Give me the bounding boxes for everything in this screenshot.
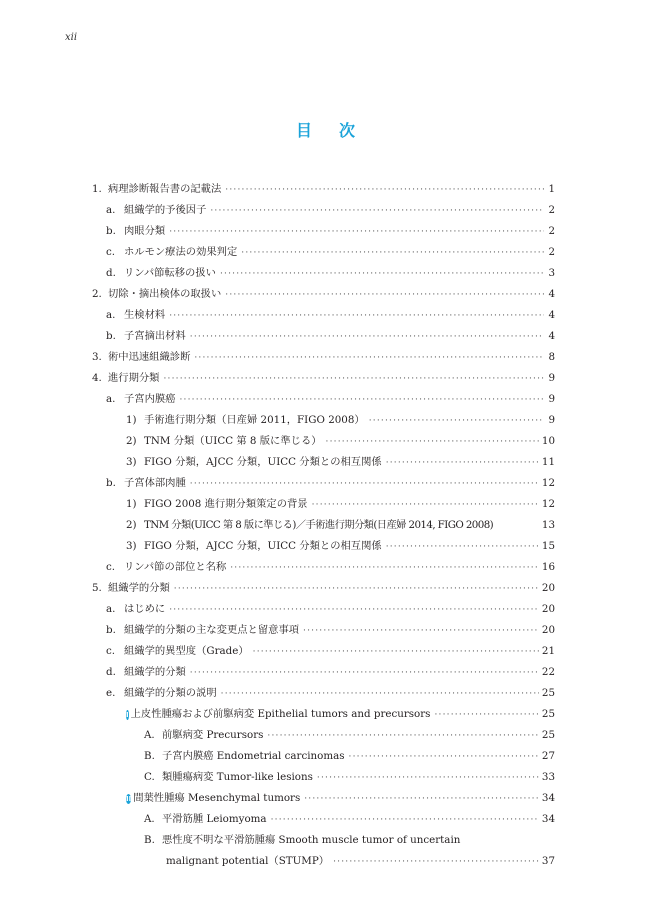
entry-text: TNM 分類(UICC 第 8 版に準じる)／手術進行期分類(日産婦 2014, FIGO 2008) [144, 519, 494, 531]
entry-number: c. [106, 561, 116, 573]
entry-number: 3) [126, 456, 137, 468]
entry-text: 切除・摘出検体の取扱い [108, 288, 222, 300]
title-char-2: 次 [339, 121, 357, 140]
entry-number: A. [144, 729, 155, 741]
entry-page: 20 [541, 582, 555, 594]
dot-leader [169, 306, 544, 326]
dot-leader [386, 537, 539, 557]
entry-number: a. [106, 309, 116, 321]
entry-number: b. [106, 225, 116, 237]
dot-leader [303, 621, 539, 641]
entry-text: malignant potential（STUMP） [166, 855, 330, 867]
toc-entry [126, 515, 555, 535]
dot-leader [225, 285, 544, 305]
entry-page: 4 [548, 288, 555, 300]
entry-text: 組織学的分類の主な変更点と留意事項 [124, 624, 300, 636]
toc-entry [92, 347, 555, 367]
entry-text: 組織学的予後因子 [124, 204, 207, 216]
dot-leader [349, 747, 539, 767]
dot-leader [317, 768, 539, 788]
dot-leader [169, 600, 539, 620]
toc-entry [106, 200, 555, 220]
toc-entry [126, 494, 555, 514]
toc-entry [144, 746, 555, 766]
toc-entry [126, 431, 555, 451]
dot-leader [163, 369, 544, 389]
toc-entry [106, 263, 555, 283]
entry-page: 25 [541, 708, 555, 720]
page-title [0, 118, 652, 141]
dot-leader [386, 453, 539, 473]
entry-number: c. [106, 246, 116, 258]
toc-entry [92, 578, 555, 598]
entry-page: 20 [541, 624, 555, 636]
toc-entry [144, 767, 555, 787]
entry-number: 1) [126, 498, 137, 510]
entry-number: 1. [92, 183, 102, 195]
dot-leader [174, 579, 539, 599]
toc-entry [106, 620, 555, 640]
entry-page: 2 [548, 204, 555, 216]
entry-number: B. [144, 834, 155, 846]
entry-number: b. [106, 624, 116, 636]
dot-leader [190, 474, 539, 494]
dot-leader [333, 852, 539, 872]
entry-text: FIGO 2008 進行期分類策定の背景 [144, 498, 308, 510]
entry-text: 子宮内膜癌 Endometrial carcinomas [162, 750, 345, 762]
entry-number: 3) [126, 540, 137, 552]
entry-page: 34 [541, 792, 555, 804]
entry-number: A. [144, 813, 155, 825]
entry-text: 上皮性腫瘍および前駆病変 Epithelial tumors and precursors [130, 708, 431, 720]
dot-leader [221, 684, 539, 704]
entry-page: 34 [541, 813, 555, 825]
entry-text: 病理診断報告書の記載法 [108, 183, 222, 195]
entry-page: 1 [548, 183, 555, 195]
toc-entry [126, 704, 555, 724]
entry-page: 25 [541, 729, 555, 741]
toc-entry [106, 683, 555, 703]
dot-leader [210, 201, 544, 221]
entry-text: TNM 分類（UICC 第 8 版に準じる） [144, 435, 322, 447]
entry-page: 22 [541, 666, 555, 678]
entry-number: 4. [92, 372, 102, 384]
dot-leader [253, 642, 539, 662]
entry-number: 3. [92, 351, 102, 363]
dot-leader [304, 789, 539, 809]
entry-text: 平滑筋腫 Leiomyoma [162, 813, 267, 825]
toc-entry [106, 242, 555, 262]
dot-leader [230, 558, 539, 578]
toc-entry [126, 410, 555, 430]
entry-text: 組織学的分類 [124, 666, 186, 678]
roman-numeral-badge: I [126, 711, 129, 719]
entry-text: 組織学的分類の説明 [124, 687, 217, 699]
entry-text: 肉眼分類 [124, 225, 166, 237]
dot-leader [179, 390, 544, 410]
entry-number: 2. [92, 288, 102, 300]
entry-page: 3 [548, 267, 555, 279]
entry-number: B. [144, 750, 155, 762]
entry-text: FIGO 分類，AJCC 分類，UICC 分類との相互関係 [144, 456, 382, 468]
toc-entry [144, 830, 555, 850]
toc-entry [106, 662, 555, 682]
entry-page: 4 [548, 309, 555, 321]
toc-entry [106, 599, 555, 619]
entry-page: 4 [548, 330, 555, 342]
toc-entry [144, 809, 555, 829]
dot-leader [190, 663, 539, 683]
dot-leader [271, 810, 539, 830]
entry-text: 間葉性腫瘍 Mesenchymal tumors [133, 792, 301, 804]
entry-page: 9 [548, 393, 555, 405]
dot-leader [241, 243, 544, 263]
page-number: xii [65, 32, 78, 43]
entry-text: 前駆病変 Precursors [162, 729, 264, 741]
entry-number: C. [144, 771, 155, 783]
entry-page: 15 [541, 540, 555, 552]
entry-page: 25 [541, 687, 555, 699]
toc-entry [126, 452, 555, 472]
toc-entry [106, 473, 555, 493]
entry-page: 11 [541, 456, 555, 468]
entry-number: a. [106, 204, 116, 216]
entry-text: 子宮体部肉腫 [124, 477, 186, 489]
entry-text: 組織学的異型度（Grade） [124, 645, 249, 657]
entry-text: FIGO 分類，AJCC 分類，UICC 分類との相互関係 [144, 540, 382, 552]
entry-text: 類腫瘍病変 Tumor-like lesions [162, 771, 313, 783]
toc-entry [126, 536, 555, 556]
dot-leader [326, 432, 539, 452]
toc-entry [92, 368, 555, 388]
entry-number: a. [106, 603, 116, 615]
entry-page: 12 [541, 477, 555, 489]
dot-leader [369, 411, 544, 431]
entry-text: リンパ節転移の扱い [124, 267, 216, 279]
entry-number: e. [106, 687, 116, 699]
entry-number: c. [106, 645, 116, 657]
entry-text: 進行期分類 [108, 372, 160, 384]
entry-page: 13 [541, 519, 555, 531]
toc-entry [106, 221, 555, 241]
toc-entry [106, 641, 555, 661]
entry-page: 8 [548, 351, 555, 363]
dot-leader [267, 726, 538, 746]
dot-leader [312, 495, 539, 515]
toc-entry [106, 389, 555, 409]
entry-text: 悪性度不明な平滑筋腫瘍 Smooth muscle tumor of uncertain [162, 834, 461, 846]
toc-entry [126, 788, 555, 808]
entry-text: 術中迅速組織診断 [108, 351, 191, 363]
dot-leader [190, 327, 544, 347]
entry-number: d. [106, 267, 116, 279]
entry-text: 組織学的分類 [108, 582, 170, 594]
entry-page: 27 [541, 750, 555, 762]
entry-text: 子宮内膜癌 [124, 393, 176, 405]
entry-page: 12 [541, 498, 555, 510]
toc-entry [106, 326, 555, 346]
entry-number: 5. [92, 582, 102, 594]
dot-leader [225, 180, 544, 200]
entry-text: リンパ節の部位と名称 [124, 561, 227, 573]
dot-leader [169, 222, 544, 242]
dot-leader [434, 705, 538, 725]
toc-entry [166, 851, 555, 871]
entry-number: 1) [126, 414, 137, 426]
toc-entry [92, 284, 555, 304]
entry-page: 21 [541, 645, 555, 657]
toc-entry [106, 557, 555, 577]
toc-entry [144, 725, 555, 745]
entry-page: 2 [548, 246, 555, 258]
entry-text: 生検材料 [124, 309, 166, 321]
entry-text: ホルモン療法の効果判定 [124, 246, 238, 258]
entry-number: b. [106, 477, 116, 489]
entry-page: 16 [541, 561, 555, 573]
entry-page: 10 [541, 435, 555, 447]
entry-number: 2) [126, 519, 137, 531]
entry-number: 2) [126, 435, 137, 447]
entry-number: b. [106, 330, 116, 342]
entry-number: d. [106, 666, 116, 678]
entry-page: 37 [541, 855, 555, 867]
title-char-1: 目 [295, 121, 313, 140]
entry-number: a. [106, 393, 116, 405]
entry-text: 手術進行期分類（日産婦 2011，FIGO 2008） [144, 414, 365, 426]
dot-leader [194, 348, 544, 368]
entry-text: 子宮摘出材料 [124, 330, 186, 342]
entry-text: はじめに [124, 603, 166, 615]
entry-page: 9 [548, 372, 555, 384]
toc-entry [92, 179, 555, 199]
toc-entry [106, 305, 555, 325]
entry-page: 33 [541, 771, 555, 783]
entry-page: 9 [548, 414, 555, 426]
entry-page: 20 [541, 603, 555, 615]
entry-page: 2 [548, 225, 555, 237]
roman-numeral-badge: II [126, 795, 132, 803]
dot-leader [220, 264, 544, 284]
